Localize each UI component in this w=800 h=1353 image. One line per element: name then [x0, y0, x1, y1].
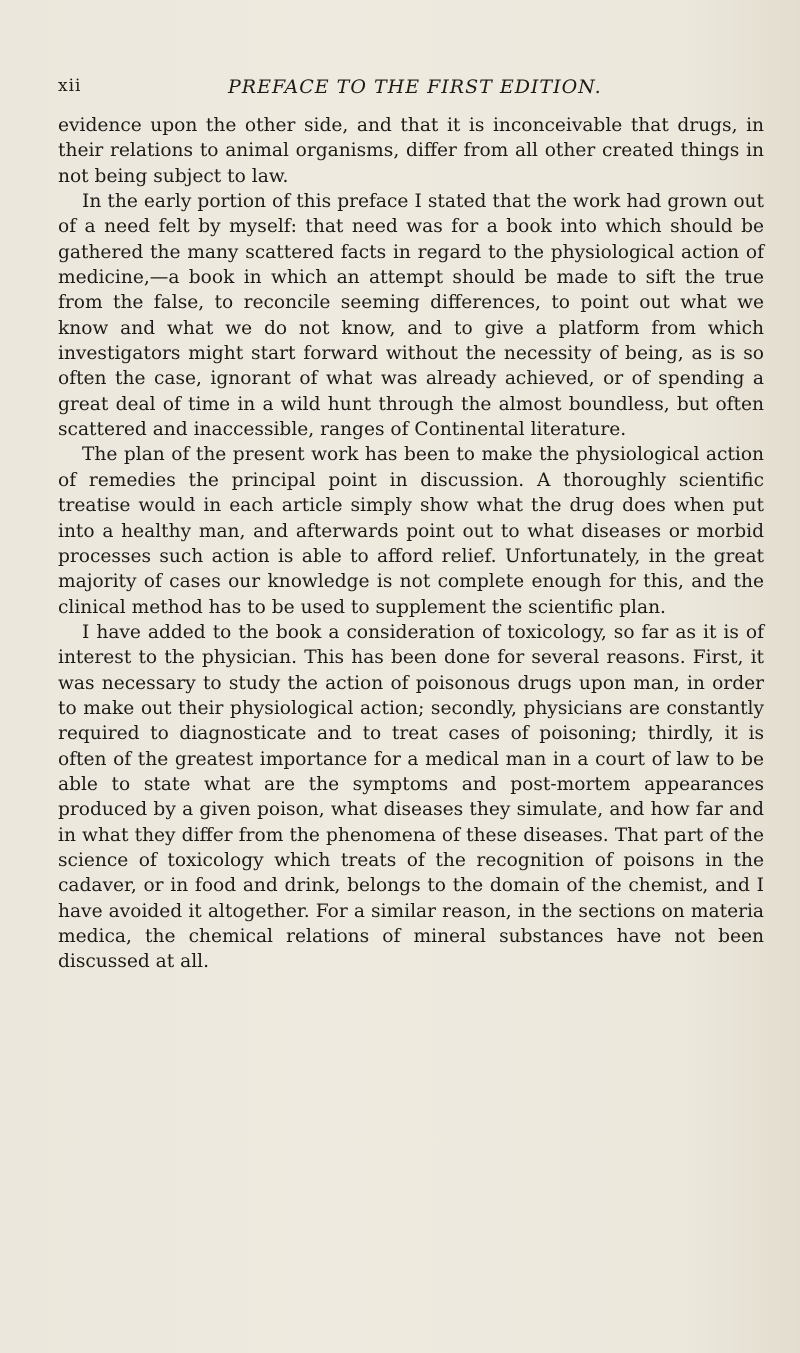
running-head: PREFACE TO THE FIRST EDITION. — [228, 76, 602, 98]
body-text — [58, 113, 764, 975]
paragraph-toxicology: I have added to the book a consideration of toxicology, so far as it is of interest to the physician. This has been done for several reasons. First, it was necessary to study the action of poisonous drugs upon man, in order to make out their physiological action; secondly, physicians are constantly required to diagnosticate and to treat cases of poisoning; thirdly, it is often of the greatest importance for a medical man in a court of law to be able to state what are the symptoms and post-mortem appearances produced by a given poison, what diseases they simulate, and how far and in what they differ from the phenomena of these diseases. That part of the science of toxicology which treats of the recognition of poisons in the cadaver, or in food and drink, belongs to the domain of the chemist, and I have avoided it altogether. For a similar reason, in the sections on materia medica, the chemical relations of mineral substances have not been discussed at all. — [58, 621, 764, 973]
page-header — [58, 76, 758, 106]
paragraph-continuation: evidence upon the other side, and that it is inconceivable that drugs, in their relations to animal organisms, differ from all other created things in not being subject to law. — [58, 115, 764, 187]
page-number: xii — [58, 76, 82, 96]
paragraph-origin-of-work: In the early portion of this preface I stated that the work had grown out of a need felt by myself: that need was for a book into which should be gathered the many scattered facts in regard to the physiological action of medicine,—a book in which an attempt should be made to sift the true from the false, to reconcile seeming differences, to point out what we know and what we do not know, and to give a platform from which investigators might start forward without the necessity of being, as is so often the case, ignorant of what was already achieved, or of spending a great deal of time in a wild hunt through the almost boundless, but often scattered and inaccessible, ranges of Continental literature. — [58, 191, 764, 441]
paragraph-plan-of-work: The plan of the present work has been to make the physiological action of remedies the principal point in discussion. A thoroughly scientific treatise would in each article simply show what the drug does when put into a healthy man, and afterwards point out to what diseases or morbid processes such action is able to afford relief. Unfortunately, in the great majority of cases our knowledge is not complete enough for this, and the clinical method has to be used to supplement the scientific plan. — [58, 444, 764, 618]
